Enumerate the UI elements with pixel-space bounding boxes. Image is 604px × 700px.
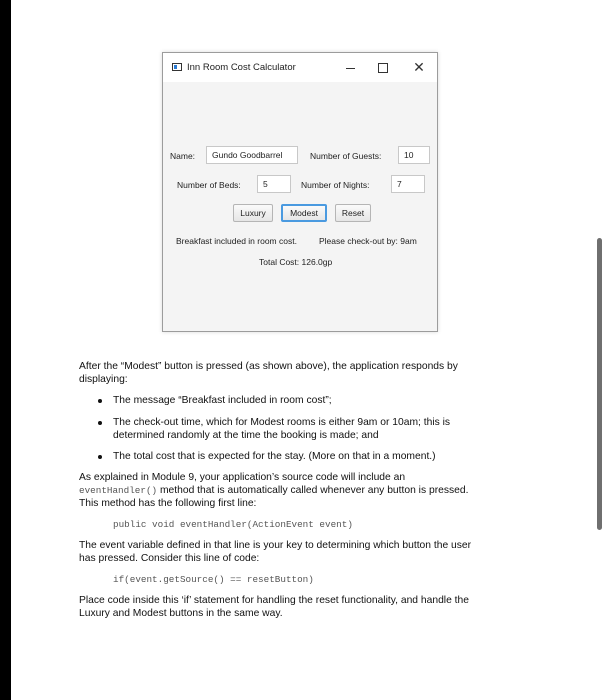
bullet-icon <box>98 455 102 459</box>
window-title: Inn Room Cost Calculator <box>187 62 296 73</box>
code-line-2: if(event.getSource() == resetButton) <box>113 574 314 585</box>
paragraph-2-line-1: As explained in Module 9, your application’s source code will include an <box>79 472 406 483</box>
paragraph-1-line-2: displaying: <box>79 374 128 385</box>
bullet-1-text: The message “Breakfast included in room cost”; <box>113 395 332 406</box>
paragraph-4-line-1: Place code inside this ‘if’ statement for handling the reset functionality, and handle the <box>79 595 469 606</box>
maximize-icon <box>373 59 393 77</box>
paragraph-3-line-1: The event variable defined in that line is your key to determining which button the user <box>79 540 472 551</box>
minimize-icon <box>341 59 361 77</box>
name-field: Gundo Goodbarrel <box>206 146 298 164</box>
bullet-3-text: The total cost that is expected for the stay. (More on that in a moment.) <box>113 451 436 462</box>
paragraph-1-line-1: After the “Modest” button is pressed (as shown above), the application responds by <box>79 361 458 372</box>
name-label: Name: <box>170 151 196 161</box>
guests-label: Number of Guests: <box>310 151 382 161</box>
modest-button: Modest <box>281 204 327 222</box>
beds-label: Number of Beds: <box>177 180 241 190</box>
scrollbar-thumb[interactable] <box>597 238 602 530</box>
paragraph-2-line-3: This method has the following first line: <box>79 498 257 509</box>
total-cost: Total Cost: 126.0gp <box>259 257 333 267</box>
window-titlebar <box>163 53 437 82</box>
paragraph-2-line-2-text: method that is automatically called whenever any button is pressed. <box>157 485 469 496</box>
paragraph-4-line-2: Luxury and Modest buttons in the same way. <box>79 608 283 619</box>
app-window-screenshot <box>162 52 438 332</box>
beds-field: 5 <box>257 175 291 193</box>
app-icon <box>172 63 182 71</box>
luxury-button: Luxury <box>233 204 273 222</box>
breakfast-message: Breakfast included in room cost. <box>176 236 297 246</box>
bullet-2-line-1: The check-out time, which for Modest rooms is either 9am or 10am; this is <box>113 417 451 428</box>
paragraph-3-line-2: has pressed. Consider this line of code: <box>79 553 260 564</box>
reset-button: Reset <box>335 204 371 222</box>
code-line-1: public void eventHandler(ActionEvent event) <box>113 519 353 530</box>
checkout-message: Please check-out by: 9am <box>319 236 417 246</box>
paragraph-2-line-2 <box>79 484 468 497</box>
close-icon: ✕ <box>413 59 425 75</box>
inline-code: eventHandler() <box>79 485 158 496</box>
bullet-icon <box>98 421 102 425</box>
bullet-2-line-2: determined randomly at the time the booking is made; and <box>113 430 379 441</box>
nights-field: 7 <box>391 175 425 193</box>
nights-label: Number of Nights: <box>301 180 370 190</box>
guests-field: 10 <box>398 146 430 164</box>
bullet-icon <box>98 399 102 403</box>
